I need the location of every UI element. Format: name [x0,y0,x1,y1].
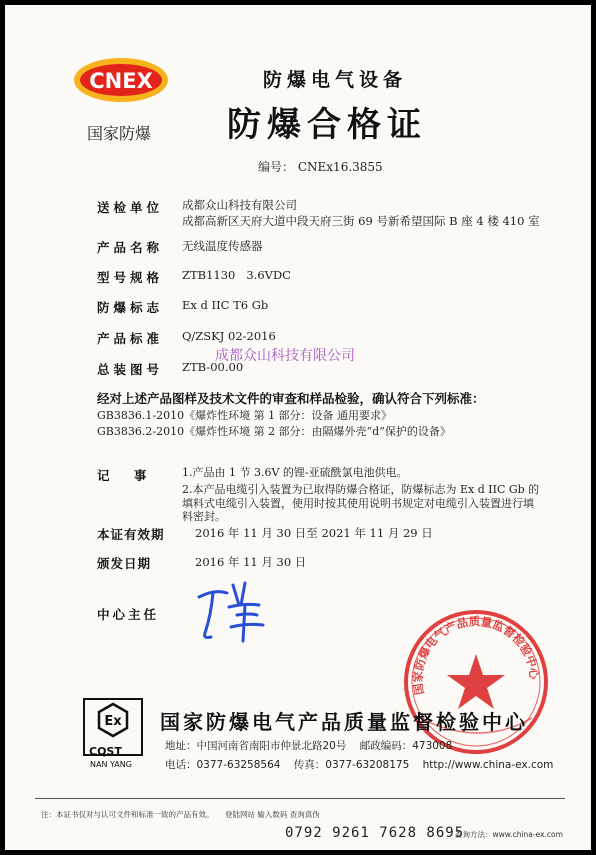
cnex-logo-text: CNEX [89,69,153,93]
product-label: 产品名称 [97,240,164,255]
footer-note: 注：本证书仅对与认可文件和标准一致的产品有效。 [41,810,214,819]
footer-query-hint: 登陆网站 输入数码 查询真伪 [225,810,320,819]
product-standard-label: 产品标准 [97,331,164,346]
certificate-number-value: CNEx16.3855 [297,160,383,174]
certificate-number [258,158,383,175]
standard-item: GB3836.1-2010《爆炸性环境 第 1 部分：设备 通用要求》 [97,409,393,422]
applicant-address: 成都高新区天府大道中段天府三街 69 号新希望国际 B 座 4 楼 410 室 [182,214,540,228]
model-label: 型号规格 [97,270,164,285]
issuer-name: 国家防爆电气产品质量监督检验中心 [160,710,528,734]
note-item: 1.产品由 1 节 3.6V 的锂-亚硫酰氯电池供电。 [182,466,408,479]
cqst-label: CQST [89,745,122,758]
footer-divider [35,798,565,799]
star-icon [447,654,505,709]
issuer-contact: 电话：0377-63258564 传真：0377-63208175 http://www.china-ex.com [165,759,554,771]
validity-value: 2016 年 11 月 30 日至 2021 年 11 月 29 日 [195,526,433,540]
drawing-number-label: 总装图号 [97,362,164,377]
footer-site: 查询方法：www.china-ex.com [455,830,563,839]
logo-subtitle: 国家防爆 [87,124,152,143]
note-item: 2.本产品电缆引入装置为已取得防爆合格证，防爆标志为 Ex d IIC Gb 的填料式电缆引入装置，使用时按其使用说明书规定对电缆引入装置进行填料密封。 [182,483,540,523]
ex-mark-value: Ex d IIC T6 Gb [182,298,269,312]
verification-serial: 0792 9261 7628 8695 [285,825,465,841]
cnex-logo [73,57,169,103]
certificate-title: 防爆合格证 [227,105,427,145]
company-watermark: 成都众山科技有限公司 [215,348,355,364]
ex-mark-label: 防爆标志 [97,300,164,315]
drawing-number-value: ZTB-00.00 [182,360,244,374]
issue-date-value: 2016 年 11 月 30 日 [195,555,307,569]
standards-intro: 经对上述产品图样及技术文件的审查和样品检验，确认符合下列标准： [97,391,485,406]
issuer-address: 地址：中国河南省南阳市仲景北路20号 邮政编码：473008 [165,740,453,752]
certificate-subtitle: 防爆电气设备 [263,69,408,91]
director-signature [193,575,273,647]
product-standard-value: Q/ZSKJ 02-2016 [182,329,276,343]
issue-date-label: 颁发日期 [97,556,152,571]
seal-text: 国家防爆电气产品质量监督检验中心 [410,614,542,697]
cqst-location: NAN YANG [90,760,132,769]
notes-label: 记 事 [97,468,157,483]
certificate-number-label: 编号： [258,160,295,174]
standard-item: GB3836.2-2010《爆炸性环境 第 2 部分：由隔爆外壳“d”保护的设备》 [97,425,451,438]
cqst-ex-text: Ex [104,714,122,729]
validity-label: 本证有效期 [97,527,165,542]
applicant-name: 成都众山科技有限公司 [182,198,297,212]
model-value: ZTB1130 3.6VDC [182,268,291,282]
product-value: 无线温度传感器 [182,239,263,253]
applicant-label: 送检单位 [97,200,164,215]
certificate-page [5,5,591,850]
director-label: 中心主任 [97,607,160,622]
